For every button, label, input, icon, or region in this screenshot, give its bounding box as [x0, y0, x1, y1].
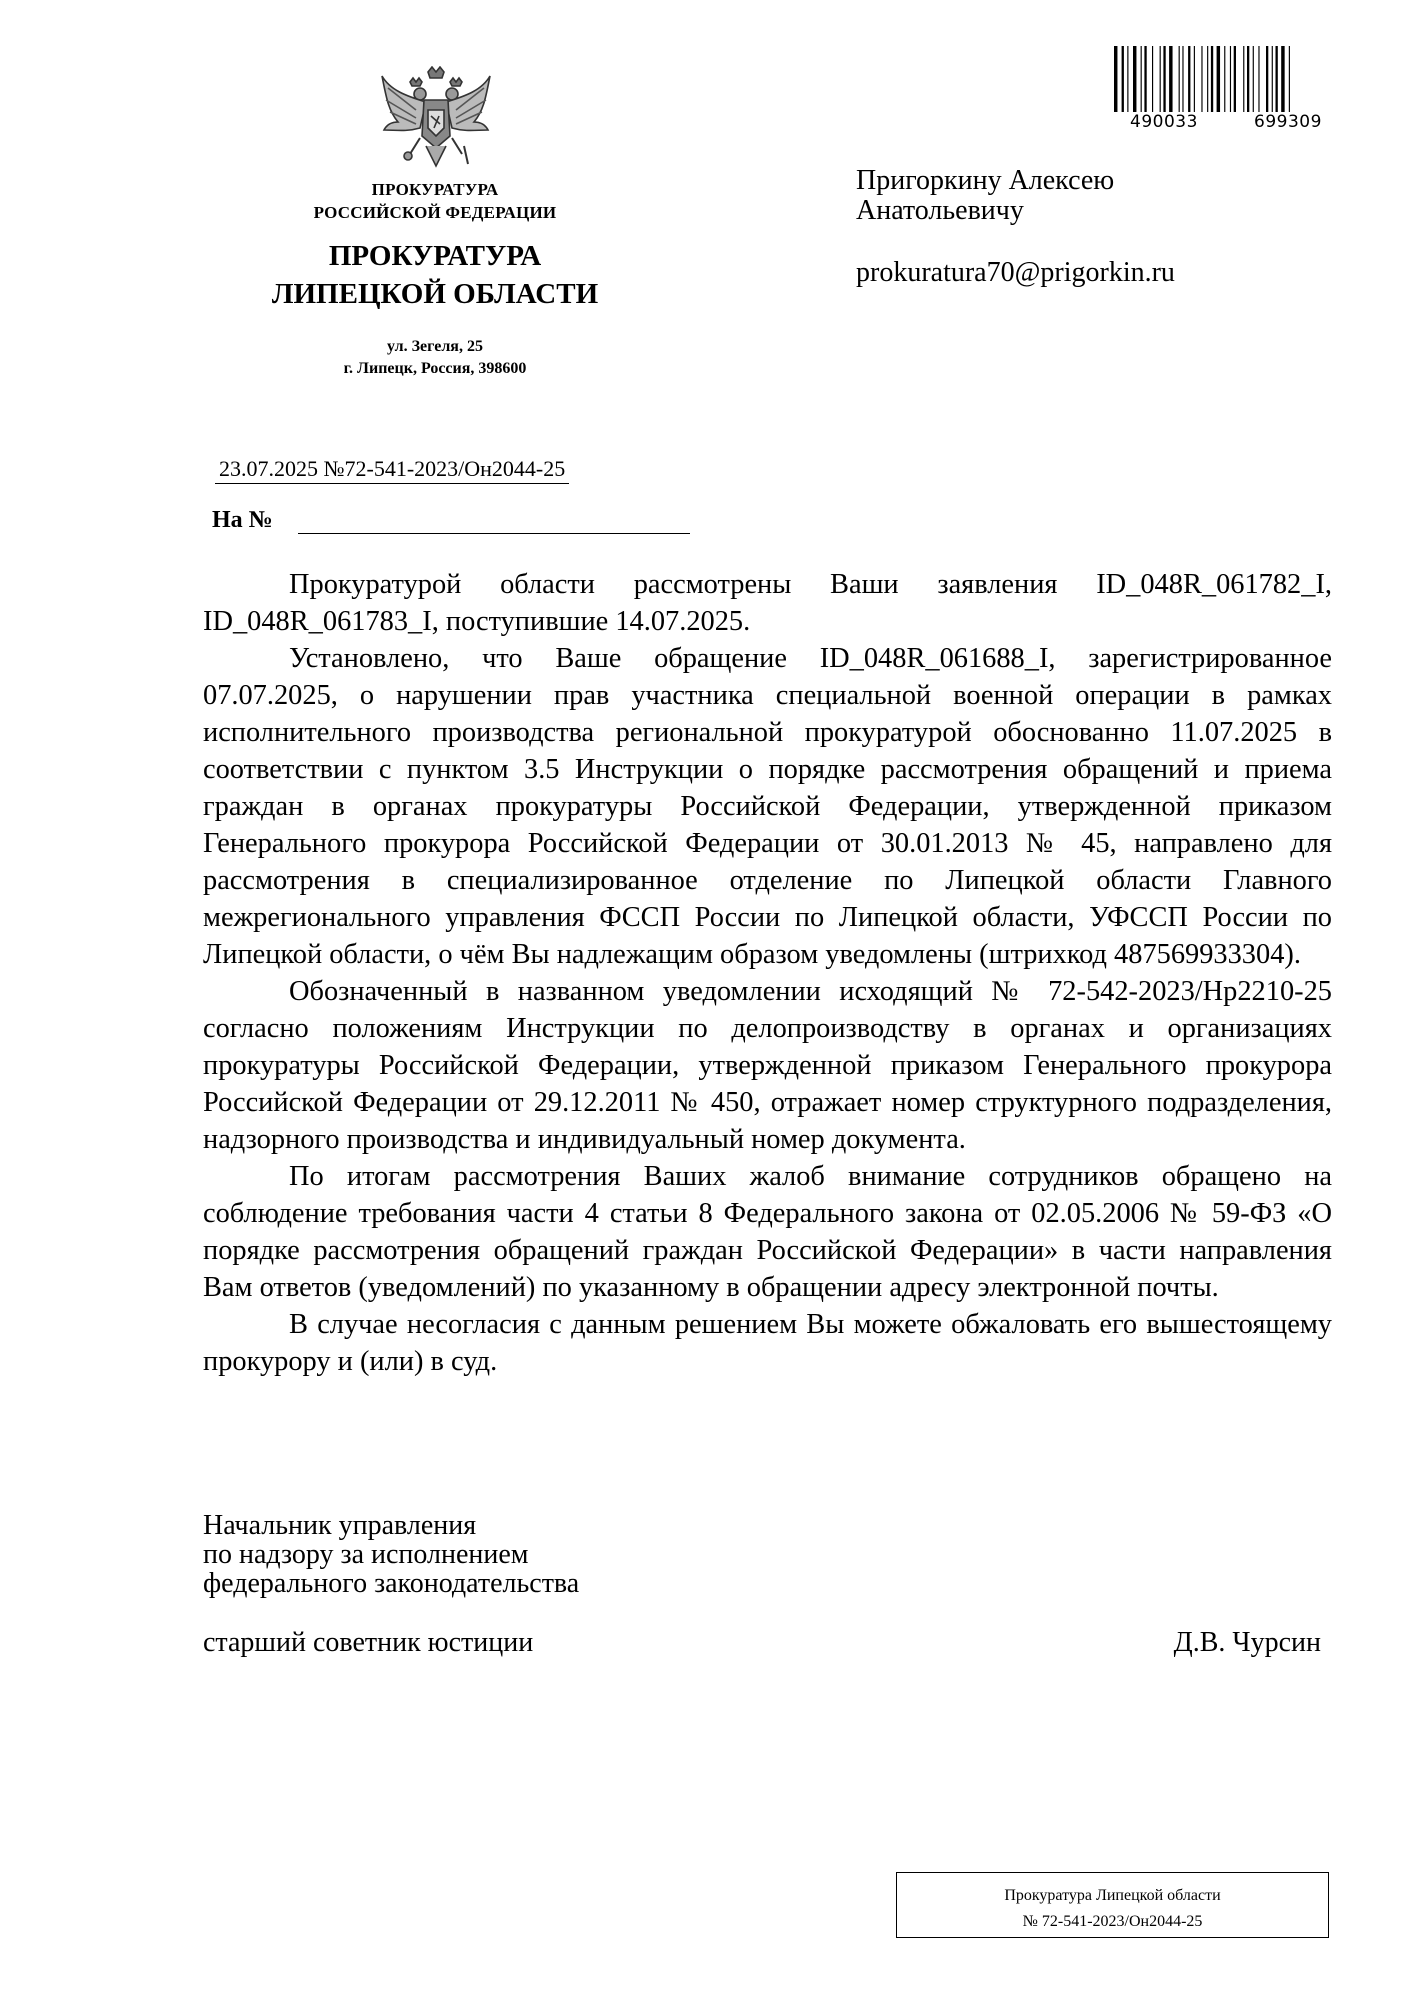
org-name-small-line-2: РОССИЙСКОЙ ФЕДЕРАЦИИ — [313, 203, 557, 222]
stamp-number-line — [897, 1911, 1328, 1933]
barcode-bar — [1207, 46, 1208, 112]
barcode-bar — [1169, 46, 1172, 112]
barcode-bar — [1160, 46, 1161, 112]
barcode-bar — [1234, 46, 1236, 112]
outgoing-date: 23.07.2025 — [219, 456, 318, 481]
barcode-bar — [1281, 46, 1284, 112]
stamp-org: Прокуратура Липецкой области — [1004, 1887, 1221, 1904]
letter-body — [203, 566, 1332, 1380]
barcode-bar — [1188, 46, 1190, 112]
barcode-bar — [1163, 46, 1165, 112]
addressee-email: prokuratura70@prigorkin.ru — [856, 257, 1175, 288]
barcode-bar — [1182, 46, 1183, 112]
barcode-bar — [1133, 46, 1136, 112]
addressee-name-line-2: Анатольевичу — [856, 195, 1024, 226]
barcode-bar — [1266, 46, 1268, 112]
paragraph-2: Установлено, что Ваше обращение ID_048R_061688_I, зарегистрированное 07.07.2025, о нарушении прав участника специальной военной операции в рамках исполнительного производства региональной прокуратурой обоснованно 11.07.2025 в соответствии с пунктом 3.5 Инструкции о порядке рассмотрения обращений и приема граждан в органах прокуратуры Российской Федерации, утвержденной приказом Генерального прокурора Российской Федерации от 30.01.2013 № 45, направлено для рассмотрения в специализированное отделение по Липецкой области Главного межрегионального управления ФССП России по Липецкой области, УФССП России по Липецкой области, о чём Вы надлежащим образом уведомлены (штрихкод 487569933304). — [203, 643, 1332, 970]
org-name-big-line-1: ПРОКУРАТУРА — [328, 240, 542, 272]
barcode-bar — [1122, 46, 1124, 112]
barcode-bar — [1217, 46, 1220, 112]
stamp-number-sign: № — [1022, 1913, 1038, 1930]
paragraph-3: Обозначенный в названном уведомлении исходящий № 72-542-2023/Нр2210-25 согласно положениям Инструкции по делопроизводству в органах и организациях прокуратуры Российской Федерации, утвержденной приказом Генерального прокурора Российской Федерации от 29.12.2011 № 450, отражает номер структурного подразделения, надзорного производства и индивидуальный номер документа. — [203, 976, 1332, 1155]
barcode-bar — [1127, 46, 1128, 112]
stamp-number: 72-541-2023/Он2044-25 — [1041, 1913, 1203, 1930]
paragraph-1: Прокуратурой области рассмотрены Ваши заявления ID_048R_061782_I, ID_048R_061783_I, поступившие 14.07.2025. — [203, 569, 1332, 637]
coat-of-arms-icon — [376, 66, 496, 176]
outgoing-date-number — [215, 456, 569, 484]
barcode-bar — [1253, 46, 1254, 112]
barcode-number-left: 490033 — [1130, 112, 1198, 132]
registration-stamp — [896, 1872, 1329, 1938]
outgoing-number: 72-541-2023/Он2044-25 — [344, 456, 566, 481]
signer-position-line-1: Начальник управления — [203, 1510, 477, 1541]
barcode-bar — [1141, 46, 1142, 112]
barcode-bar — [1247, 46, 1249, 112]
barcode-bar — [1276, 46, 1278, 112]
barcode-bar — [1211, 46, 1213, 112]
paragraph-4: По итогам рассмотрения Ваших жалоб внимание сотрудников обращено на соблюдение требования части 4 статьи 8 Федерального закона от 02.05.2006 № 59-ФЗ «О порядке рассмотрения обращений граждан Российской Федерации» в части направления Вам ответов (уведомлений) по указанному в обращении адресу электронной почты. — [203, 1161, 1332, 1303]
barcode-bar — [1144, 46, 1146, 112]
barcode-bar — [1179, 46, 1180, 112]
reference-blank-line — [298, 533, 690, 534]
barcode-bar — [1230, 46, 1231, 112]
org-address-line-1: ул. Зегеля, 25 — [387, 338, 483, 355]
barcode-bar — [1289, 46, 1290, 112]
barcode — [1114, 46, 1332, 112]
addressee-name-line-1: Пригоркину Алексею — [856, 165, 1115, 196]
barcode-bar — [1272, 46, 1273, 112]
org-name-small-line-1: ПРОКУРАТУРА — [371, 180, 499, 199]
signer-position-line-3: федерального законодательства — [203, 1568, 580, 1599]
barcode-bar — [1194, 46, 1195, 112]
org-address-line-2: г. Липецк, Россия, 398600 — [343, 360, 527, 377]
signer-rank: старший советник юстиции — [203, 1627, 534, 1658]
number-sign: № — [323, 456, 345, 481]
signer-name: Д.В. Чурсин — [1173, 1627, 1321, 1658]
barcode-number-right: 699309 — [1254, 112, 1322, 132]
barcode-bar — [1201, 46, 1202, 112]
paragraph-5: В случае несогласия с данным решением Вы можете обжаловать его вышестоящему прокурору и (или) в суд. — [203, 1309, 1332, 1377]
barcode-bar — [1224, 46, 1225, 112]
org-name-big-line-2: ЛИПЕЦКОЙ ОБЛАСТИ — [271, 278, 599, 310]
barcode-bar — [1258, 46, 1259, 112]
barcode-bar — [1114, 46, 1117, 112]
barcode-bar — [1152, 46, 1153, 112]
barcode-bar — [1243, 46, 1244, 112]
reference-label: На № — [212, 507, 273, 533]
signer-position-line-2: по надзору за исполнением — [203, 1539, 529, 1570]
